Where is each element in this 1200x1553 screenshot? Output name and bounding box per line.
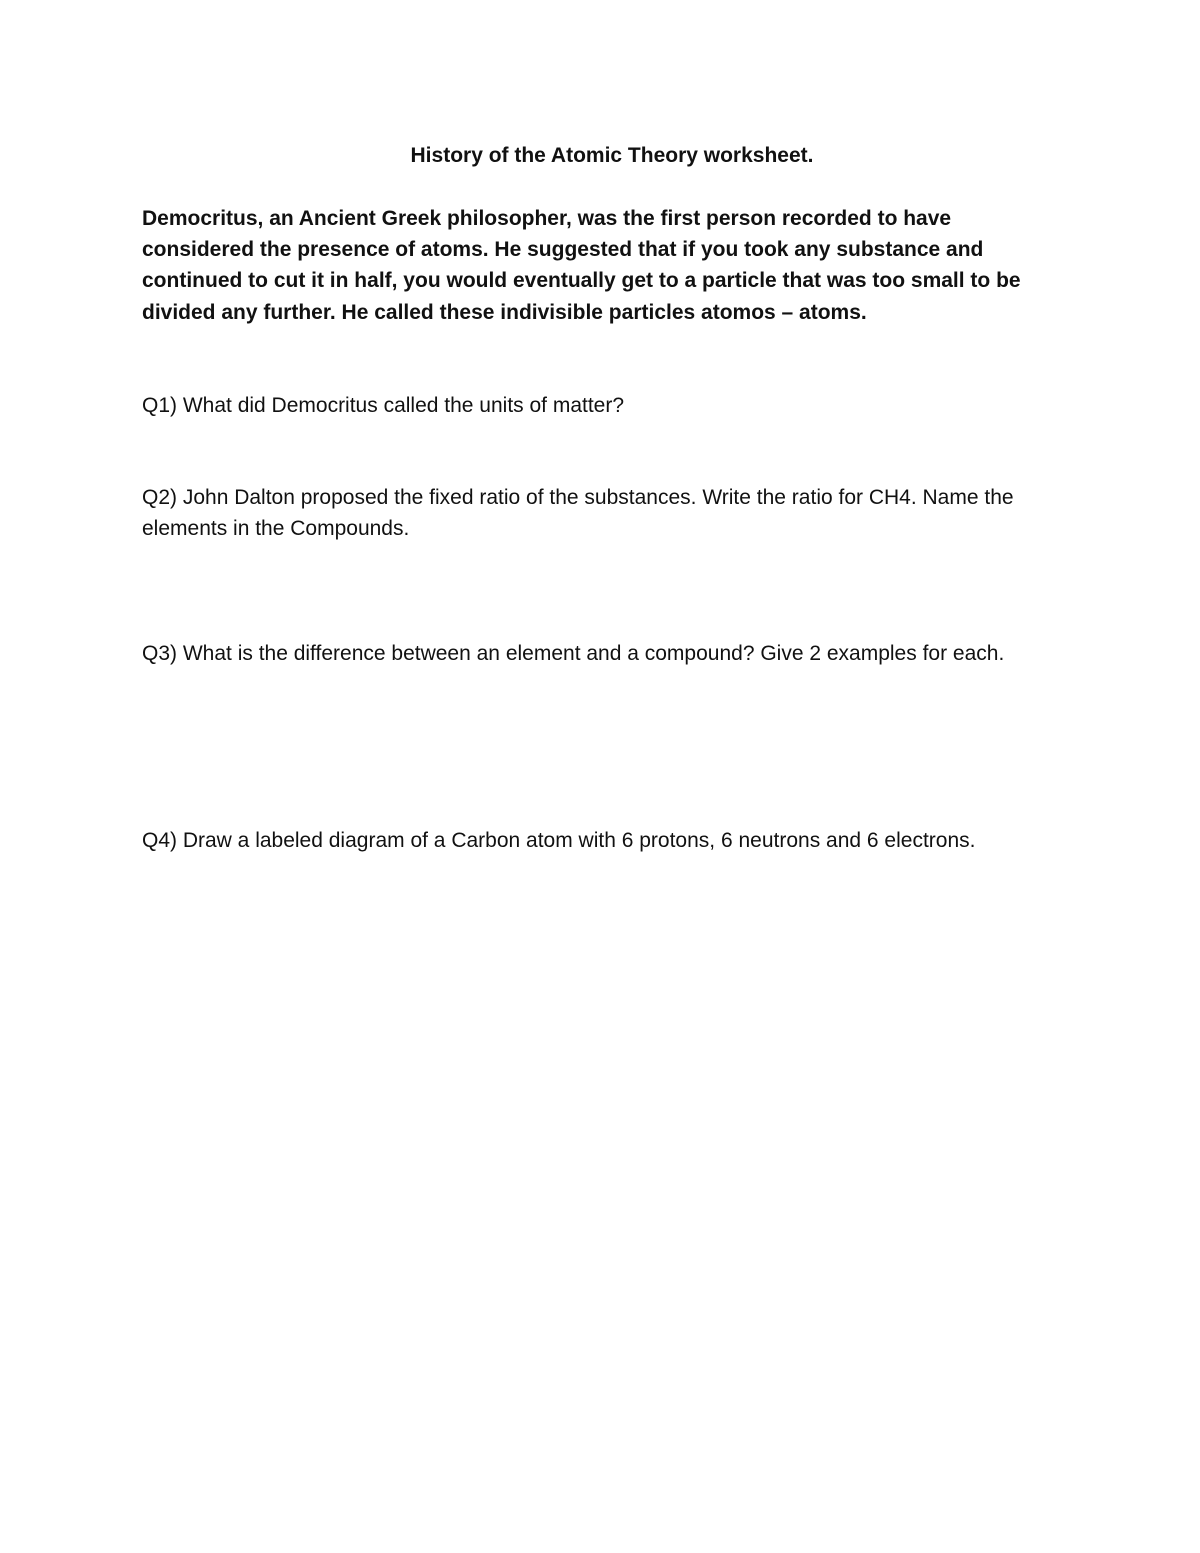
question-2: Q2) John Dalton proposed the fixed ratio of the substances. Write the ratio for CH4. Name the elements in the Compounds.: [142, 486, 1014, 541]
question-4: Q4) Draw a labeled diagram of a Carbon atom with 6 protons, 6 neutrons and 6 electrons.: [142, 829, 976, 852]
question-1: Q1) What did Democritus called the units of matter?: [142, 394, 625, 417]
intro-paragraph: Democritus, an Ancient Greek philosopher, was the first person recorded to have considered the presence of atoms. He suggested that if you took any substance and continued to cut it in half, you would eventually get to a particle that was too small to be divided any further. He called these indivisible particles atomos – atoms.: [142, 207, 1021, 324]
question-3: Q3) What is the difference between an element and a compound? Give 2 examples for each.: [142, 642, 1005, 665]
worksheet-title: History of the Atomic Theory worksheet.: [410, 144, 814, 167]
